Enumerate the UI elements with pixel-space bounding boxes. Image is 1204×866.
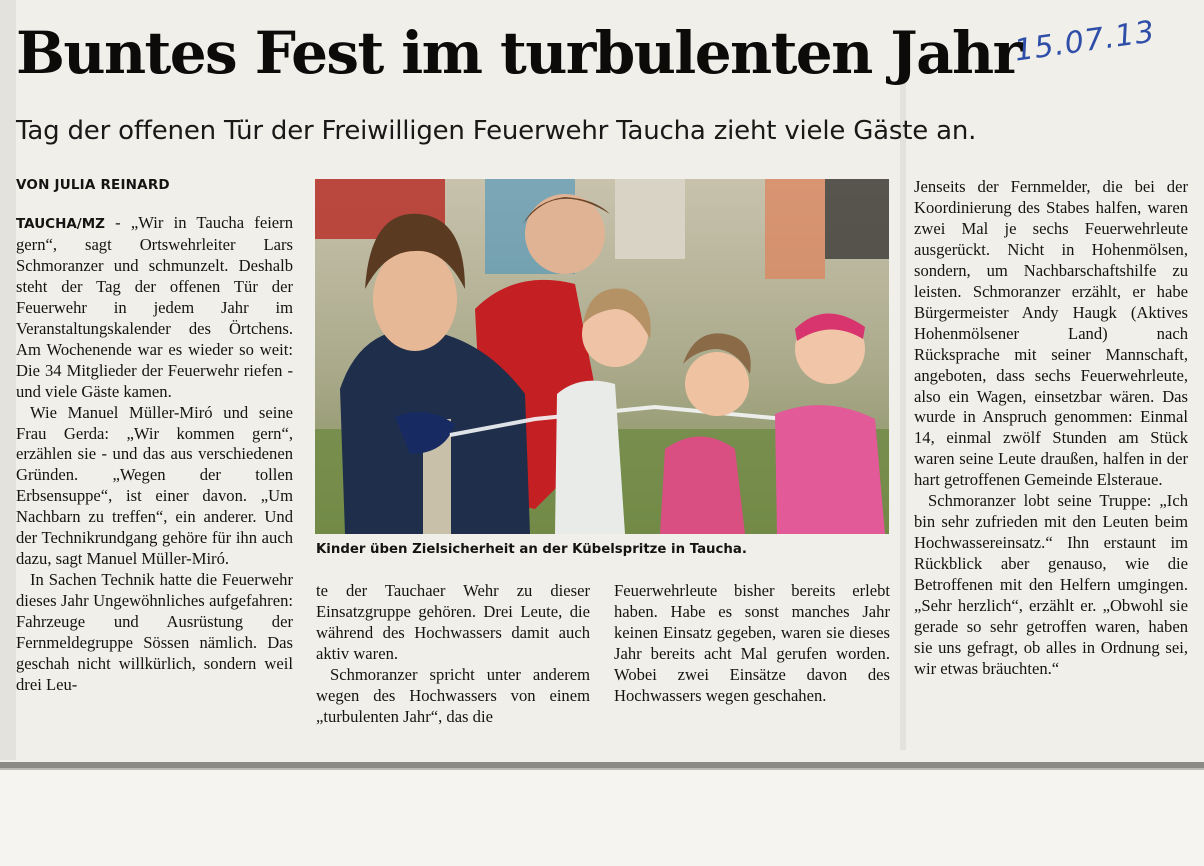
photo-caption: Kinder üben Zielsicherheit an der Kübelspritze in Taucha.	[316, 542, 747, 557]
byline: VON JULIA REINARD	[16, 177, 170, 193]
headline: Buntes Fest im turbulenten Jahr	[16, 19, 1022, 87]
bleed-through-strip	[900, 60, 906, 750]
handwritten-date: 15.07.13	[1012, 14, 1158, 69]
paragraph: In Sachen Technik hatte die Feuerwehr dieses Jahr Ungewöhnliches aufgefahren: Fahrzeuge und Ausrüstung der Fernmeldegruppe Sössen nämlich. Das geschah nicht willkürlich, sondern weil drei Leu-	[16, 570, 293, 694]
bleed-through-strip	[0, 0, 16, 760]
children-fire-hose-photo	[315, 179, 889, 534]
paragraph: TAUCHA/MZ - „Wir in Taucha feiern gern“, sagt Ortswehrleiter Lars Schmoranzer und schmunzelt. Deshalb steht der Tag der offenen Tür der Feuerwehr in jedem Jahr im Veranstaltungskalender des Örtchens. Am Wochenende war es wieder so weit: Die 34 Mitglieder der Feuerwehr riefen - und viele Gäste kamen.	[16, 213, 293, 401]
dateline: TAUCHA/MZ	[16, 216, 105, 232]
clipping-edge-rule	[0, 762, 1204, 770]
paragraph: Wie Manuel Müller-Miró und seine Frau Gerda: „Wir kommen gern“, erzählen sie - und das aus verschiedenen Gründen. „Wegen der tollen Erbsensuppe“, ist einer davon. „Um Nachbarn zu treffen“, ein anderer. Und der Technikrundgang gehöre für ihn auch dazu, sagt Manuel Müller-Miró.	[16, 402, 293, 569]
paragraph: Schmoranzer lobt seine Truppe: „Ich bin sehr zufrieden mit den Leuten beim Hochwassereinsatz.“ Ihn erstaunt im Rückblick aber genauso, wie die Betroffenen mit den Helfern umgingen. „Sehr herzlich“, erzählt er. „Obwohl sie gerade so sehr getroffen waren, haben sie uns gefragt, ob alles in Ordnung sei, wir etwas bräuchten.“	[914, 491, 1188, 678]
paragraph: Schmoranzer spricht unter anderem wegen des Hochwassers von einem „turbulenten Jahr“, das die	[316, 664, 590, 726]
column-3	[614, 581, 890, 707]
column-4	[914, 177, 1188, 680]
paragraph: Feuerwehrleute bisher bereits erlebt haben. Habe es sonst manches Jahr keinen Einsatz gegeben, waren sie dieses Jahr bereits acht Mal gerufen worden. Wobei zwei Einsätze davon des Hochwassers wegen geschahen.	[614, 581, 890, 705]
column-1	[16, 213, 293, 696]
article-photo	[315, 179, 889, 534]
column-2	[316, 581, 590, 728]
lower-blank-area	[0, 770, 1204, 866]
paragraph: te der Tauchaer Wehr zu dieser Einsatzgruppe gehören. Drei Leute, die während des Hochwassers damit auch aktiv waren.	[316, 581, 590, 663]
paragraph: Jenseits der Fernmelder, die bei der Koordinierung des Stabes halfen, waren zwei Mal je sechs Feuerwehrleute ausgerückt. Nicht in Hohenmölsen, sondern, um Nachbarschaftshilfe zu leisten. Schmoranzer erzählt, er habe Bürgermeister Andy Haugk (Aktives Hohenmölsener Land) nach Rücksprache mit seiner Mannschaft, angeboten, dass sechs Feuerwehrleute, also ein Wagen, einsetzbar wären. Das wurde in Anspruch genommen: Einmal 14, einmal zwölf Stunden am Stück waren seine Leute draußen, halfen in der hart getroffenen Gemeinde Elsteraue.	[914, 177, 1188, 490]
subheadline: Tag der offenen Tür der Freiwilligen Feuerwehr Taucha zieht viele Gäste an.	[16, 116, 977, 146]
